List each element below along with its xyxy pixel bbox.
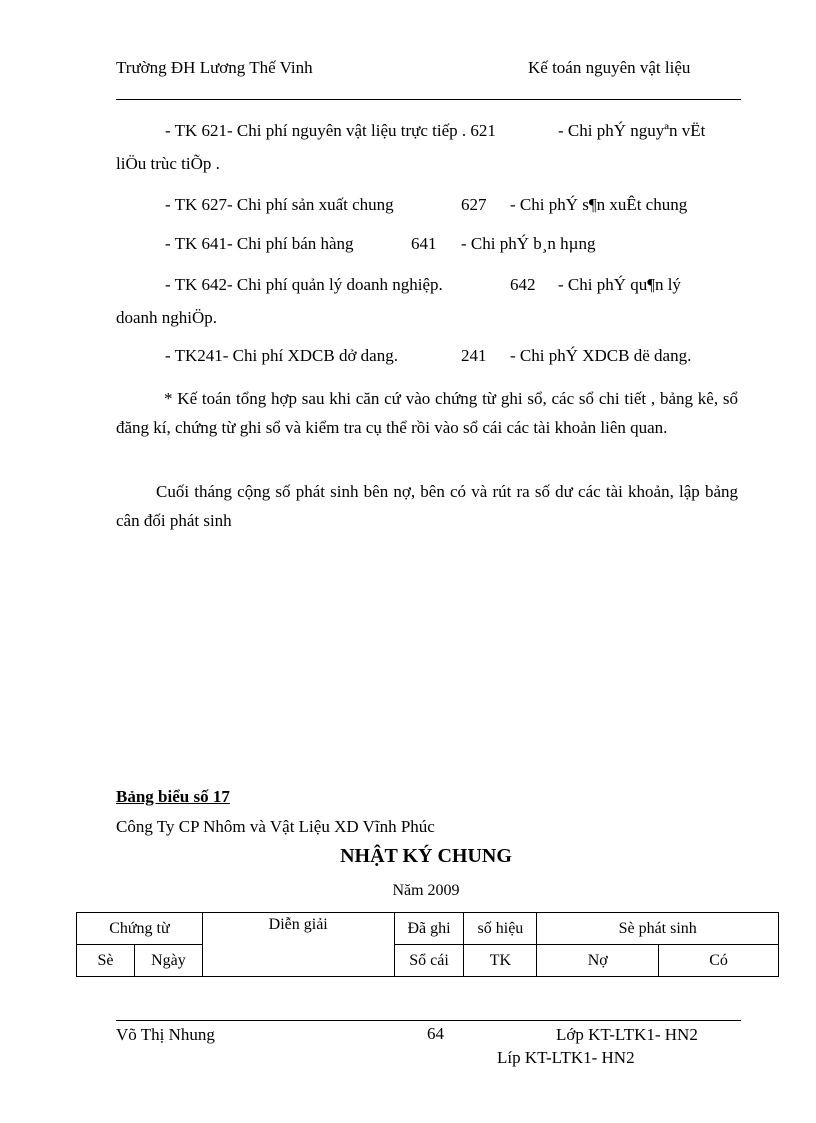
body-text-2 <box>116 477 738 535</box>
account-641-number: 641 <box>411 234 437 253</box>
header-subject: Kế toán nguyên vật liệu <box>528 58 691 77</box>
account-241-desc: - TK241- Chi phí XDCB dở dang. <box>165 346 398 365</box>
footer-page-number: 64 <box>427 1024 444 1043</box>
table-header-row-1 <box>77 913 779 945</box>
paragraph-summary: * Kế toán tổng hợp sau khi căn cứ vào chứng từ ghi sổ, các sổ chi tiết , bảng kê, sổ đăng kí, chứng từ ghi sổ và kiểm tra cụ thể rồi vào sổ cái các tài khoản liên quan. <box>116 389 738 437</box>
account-627-code-text: - Chi phÝ s¶n xuÊt chung <box>510 195 688 214</box>
paragraph-month-end: Cuối tháng cộng số phát sinh bên nợ, bên có và rút ra số dư các tài khoản, lập bảng cân đối phát sinh <box>116 482 738 530</box>
account-621-desc: - TK 621- Chi phí nguyên vật liệu trực tiếp . 621 <box>165 121 496 140</box>
footer-divider <box>116 1020 741 1021</box>
account-241-code-text: - Chi phÝ XDCB dë dang. <box>510 346 692 365</box>
account-621-code-text-cont: liÖu trùc tiÕp . <box>116 154 220 173</box>
header-so-hieu: số hiệu <box>464 913 537 945</box>
header-co: Có <box>659 945 779 977</box>
footer-class-duplicate: Líp KT-LTK1- HN2 <box>497 1048 635 1067</box>
account-642-code-text: - Chi phÝ qu¶n lý <box>558 275 681 294</box>
account-621-code-text: - Chi phÝ nguyªn vËt <box>558 121 706 140</box>
body-text-1 <box>116 384 738 442</box>
header-so-cai: Sổ cái <box>394 945 464 977</box>
header-so: Sè <box>77 945 135 977</box>
journal-table <box>76 912 779 977</box>
header-tk: TK <box>464 945 537 977</box>
header-so-phat-sinh: Sè phát sinh <box>537 913 779 945</box>
header-no: Nợ <box>537 945 659 977</box>
header-dien-giai: Diễn giải <box>202 913 394 977</box>
table-caption: Bảng biểu số 17 <box>116 787 230 806</box>
account-241-number: 241 <box>461 346 487 365</box>
company-name: Công Ty CP Nhôm và Vật Liệu XD Vĩnh Phúc <box>116 817 435 836</box>
account-627-number: 627 <box>461 195 487 214</box>
account-642-desc: - TK 642- Chi phí quản lý doanh nghiệp. <box>165 275 443 294</box>
table-header-row-2 <box>77 945 779 977</box>
account-642-number: 642 <box>510 275 536 294</box>
account-641-desc: - TK 641- Chi phí bán hàng <box>165 234 354 253</box>
footer-class: Lớp KT-LTK1- HN2 <box>556 1025 698 1044</box>
account-627-desc: - TK 627- Chi phí sản xuất chung <box>165 195 394 214</box>
header-chung-tu: Chứng từ <box>77 913 203 945</box>
header-ngay: Ngày <box>134 945 202 977</box>
account-641-code-text: - Chi phÝ b¸n hµng <box>461 234 596 253</box>
account-642-code-text-cont: doanh nghiÖp. <box>116 308 218 327</box>
header-school: Trường ĐH Lương Thế Vinh <box>116 58 313 77</box>
journal-year: Năm 2009 <box>392 882 460 899</box>
footer-author: Võ Thị Nhung <box>116 1025 215 1044</box>
header-divider <box>116 99 741 100</box>
header-da-ghi: Đã ghi <box>394 913 464 945</box>
journal-title: NHẬT KÝ CHUNG <box>340 845 512 867</box>
